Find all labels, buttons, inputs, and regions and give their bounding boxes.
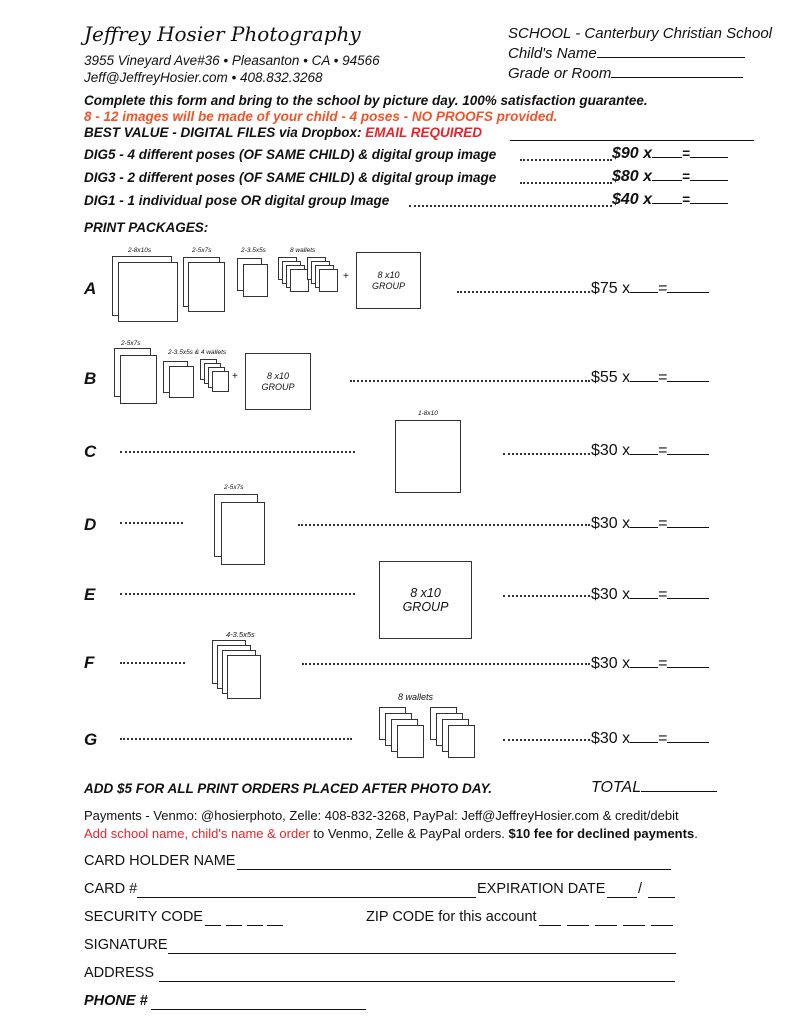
package-g-price: $30 x xyxy=(591,730,631,747)
package-a-leader xyxy=(457,291,590,293)
b-5x7-print-front xyxy=(120,355,157,404)
f-35x5s-label: 4-3.5x5s xyxy=(226,630,255,639)
payments-instr-end: . xyxy=(694,826,698,841)
g-wallets-label: 8 wallets xyxy=(398,692,434,702)
phone-input[interactable] xyxy=(151,1009,366,1010)
b-group-size: 8 x10 xyxy=(266,371,290,382)
dig3-text: DIG3 - 2 different poses (OF SAME CHILD) & digital group image xyxy=(84,170,497,185)
expiration-month-input[interactable] xyxy=(607,897,637,898)
package-e-order[interactable] xyxy=(591,586,709,604)
digital-heading-row xyxy=(84,125,482,140)
payments-instructions xyxy=(84,826,698,841)
package-c-equals: = xyxy=(658,442,668,459)
total-label: TOTAL xyxy=(591,779,642,796)
package-a-price: $75 x xyxy=(591,280,631,297)
digital-heading: BEST VALUE - DIGITAL FILES via Dropbox: xyxy=(84,125,362,140)
package-b-leader xyxy=(350,380,590,382)
childs-name-label: Child's Name xyxy=(508,45,597,62)
dig1-text: DIG1 - 1 individual pose OR digital group Image xyxy=(84,193,390,208)
total-field[interactable] xyxy=(591,779,717,797)
email-required-label: EMAIL REQUIRED xyxy=(365,125,483,140)
package-a-equals: = xyxy=(658,280,668,297)
school-name: SCHOOL - Canterbury Christian School xyxy=(508,25,772,42)
dig1-equals: = xyxy=(682,192,690,207)
b-5x7s-label: 2-5x7s xyxy=(121,340,141,347)
studio-name: Jeffrey Hosier Photography xyxy=(84,22,361,46)
security-code-label: SECURITY CODE xyxy=(84,909,203,925)
dig5-order[interactable] xyxy=(612,145,728,163)
a-35x5s-label: 2-3.5x5s xyxy=(241,247,266,254)
dig3-row xyxy=(84,170,496,185)
dig1-price: $40 x xyxy=(612,191,653,208)
expiration-year-input[interactable] xyxy=(648,897,675,898)
security-digit-2[interactable] xyxy=(226,925,242,926)
package-d-equals: = xyxy=(658,515,668,532)
dig3-order[interactable] xyxy=(612,168,728,186)
d-5x7-print-front xyxy=(221,502,265,565)
b-group-label: GROUP xyxy=(261,381,295,392)
address-label: ADDRESS xyxy=(84,965,155,981)
package-d-order[interactable] xyxy=(591,515,709,533)
expiration-slash: / xyxy=(638,881,643,897)
a-group-label: GROUP xyxy=(371,280,405,291)
b-35x5-print-front xyxy=(169,366,194,398)
package-f-leader-right xyxy=(302,663,590,665)
package-c-leader-right xyxy=(503,453,590,455)
c-8x10-label: 1-8x10 xyxy=(418,410,438,417)
dig5-leader xyxy=(520,159,612,161)
intro-images-note: 8 - 12 images will be made of your child - 4 poses - NO PROOFS provided. xyxy=(84,109,558,124)
signature-label: SIGNATURE xyxy=(84,937,168,953)
package-f-leader-left xyxy=(120,662,185,664)
package-c-leader-left xyxy=(120,451,355,453)
payments-instr-mid: to Venmo, Zelle & PayPal orders. xyxy=(309,826,509,841)
late-fee-notice: ADD $5 FOR ALL PRINT ORDERS PLACED AFTER PHOTO DAY. xyxy=(84,781,493,796)
package-f-price: $30 x xyxy=(591,655,631,672)
e-group-size: 8 x10 xyxy=(410,585,441,600)
zip-digit-4[interactable] xyxy=(623,925,645,926)
a-wallets-label: 8 wallets xyxy=(290,247,316,254)
package-g-equals: = xyxy=(658,730,668,747)
package-f-order[interactable] xyxy=(591,655,709,673)
dig1-leader xyxy=(409,205,612,207)
package-c-order[interactable] xyxy=(591,442,709,460)
security-digit-4[interactable] xyxy=(267,925,283,926)
card-holder-label: CARD HOLDER NAME xyxy=(84,853,236,869)
package-b-letter: B xyxy=(84,369,97,388)
dig5-text: DIG5 - 4 different poses (OF SAME CHILD) & digital group image xyxy=(84,147,497,162)
package-g-order[interactable] xyxy=(591,730,709,748)
grade-label: Grade or Room xyxy=(508,65,612,82)
package-e-letter: E xyxy=(84,585,96,604)
package-g-leader-right xyxy=(503,739,590,741)
dig5-row xyxy=(84,147,496,162)
package-d-letter: D xyxy=(84,515,97,534)
package-g-leader-left xyxy=(120,738,352,740)
package-d-leader-left xyxy=(120,522,183,524)
a-group-print xyxy=(356,252,421,309)
address-input[interactable] xyxy=(159,981,675,982)
expiration-label: EXPIRATION DATE xyxy=(477,881,606,897)
e-group-label: GROUP xyxy=(402,600,449,614)
declined-fee: $10 fee for declined payments xyxy=(508,826,695,841)
intro-instructions: Complete this form and bring to the school by picture day. 100% satisfaction guarantee. xyxy=(84,93,648,108)
c-8x10-print xyxy=(395,420,461,493)
print-packages-heading: PRINT PACKAGES: xyxy=(84,220,209,235)
d-5x7s-label: 2-5x7s xyxy=(224,484,244,491)
package-c-price: $30 x xyxy=(591,442,631,459)
package-b-price: $55 x xyxy=(591,369,631,386)
zip-digit-1[interactable] xyxy=(539,925,561,926)
dig1-row xyxy=(84,193,389,208)
package-e-leader-right xyxy=(503,595,590,597)
package-d-leader-right xyxy=(298,524,590,526)
studio-contact: Jeff@JeffreyHosier.com • 408.832.3268 xyxy=(84,70,323,85)
payments-instr-red: Add school name, child's name & order xyxy=(84,826,310,841)
package-e-price: $30 x xyxy=(591,586,631,603)
b-group-print xyxy=(245,353,311,410)
package-f-letter: F xyxy=(84,653,95,672)
a-plus-sign: + xyxy=(343,271,349,282)
card-number-label: CARD # xyxy=(84,881,138,897)
package-c-letter: C xyxy=(84,442,97,461)
a-35x5-print-front xyxy=(243,264,268,297)
b-mix-label: 2-3.5x5s & 4 wallets xyxy=(168,349,227,356)
card-holder-input[interactable] xyxy=(237,869,671,870)
dig1-order[interactable] xyxy=(612,191,728,209)
package-b-equals: = xyxy=(658,369,668,386)
zip-digit-3[interactable] xyxy=(595,925,617,926)
g-wallet-4 xyxy=(397,725,424,758)
package-d-price: $30 x xyxy=(591,515,631,532)
dig3-price: $80 x xyxy=(612,168,653,185)
g-wallet-8 xyxy=(448,725,475,758)
package-a-order[interactable] xyxy=(591,280,709,298)
a-5x7s-label: 2-5x7s xyxy=(192,247,212,254)
package-a-letter: A xyxy=(84,279,97,298)
package-b-order[interactable] xyxy=(591,369,709,387)
dig5-equals: = xyxy=(682,146,690,161)
package-g-letter: G xyxy=(84,730,98,749)
zip-digit-2[interactable] xyxy=(567,925,589,926)
b-plus-sign: + xyxy=(232,371,238,382)
phone-label: PHONE # xyxy=(84,993,148,1009)
a-group-size: 8 x10 xyxy=(377,270,400,281)
package-e-leader-left xyxy=(120,593,355,595)
a-8x10-print-front xyxy=(118,262,178,322)
zip-code-label: ZIP CODE for this account xyxy=(366,909,537,925)
a-8x10s-label: 2-8x10s xyxy=(128,247,152,254)
email-field[interactable] xyxy=(510,140,754,141)
f-35x5-print-4 xyxy=(227,655,261,699)
b-wallet-4 xyxy=(212,371,229,392)
grade-field[interactable] xyxy=(508,65,743,82)
card-number-input[interactable] xyxy=(137,897,476,898)
zip-digit-5[interactable] xyxy=(651,925,673,926)
a-wallet-8 xyxy=(319,269,338,292)
security-digit-3[interactable] xyxy=(247,925,263,926)
dig5-price: $90 x xyxy=(612,145,653,162)
payments-info: Payments - Venmo: @hosierphoto, Zelle: 408-832-3268, PayPal: Jeff@JeffreyHosier.com & credit/debit xyxy=(84,808,679,823)
childs-name-field[interactable] xyxy=(508,45,745,62)
studio-address: 3955 Vineyard Ave#36 • Pleasanton • CA • 94566 xyxy=(84,53,380,68)
dig3-leader xyxy=(520,182,612,184)
dig3-equals: = xyxy=(682,169,690,184)
e-group-print xyxy=(379,561,472,639)
security-digit-1[interactable] xyxy=(205,925,221,926)
package-e-equals: = xyxy=(658,586,668,603)
signature-input[interactable] xyxy=(168,953,676,954)
a-5x7-print-front xyxy=(188,262,225,312)
package-f-equals: = xyxy=(658,655,668,672)
